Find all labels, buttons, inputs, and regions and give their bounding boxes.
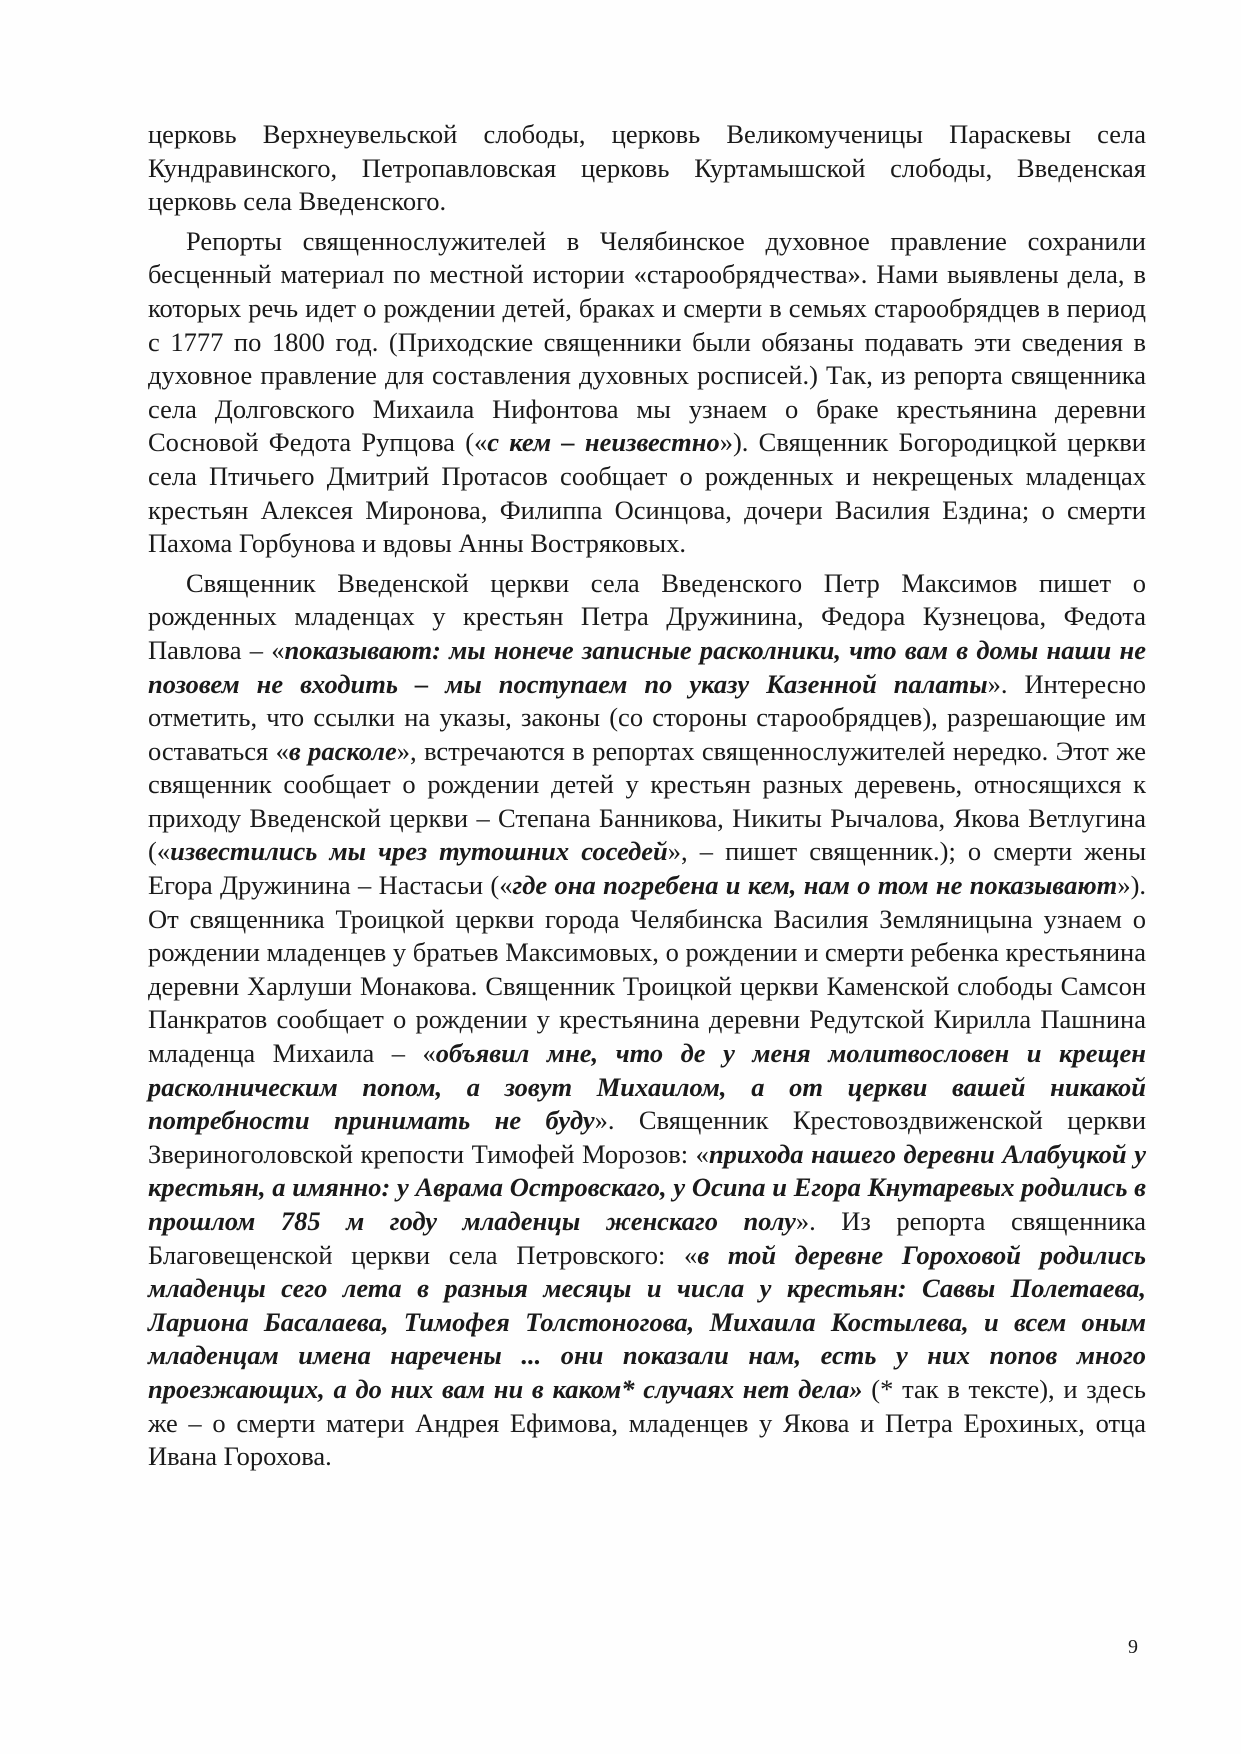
text-run: », встречаются в репортах священнослужителей нередко. Этот же священник сообщает о рождении детей у крестьян разных деревень, относящихся к приходу Введенской церкви – Степана Банникова, Никиты Рычалова, Якова Ветлугина («: [148, 735, 1147, 867]
quote: объявил мне, что де у меня молитвословен и крещен расколническим попом, а зовут Михаилом, а от церкви вашей никакой потребности принимать не буду: [148, 1038, 1147, 1136]
body-text: [148, 118, 1146, 1474]
text-run: ». Священник Крестовоздвиженской церкви Звериноголовской крепости Тимофей Морозов: «: [148, 1105, 1146, 1169]
quote: показывают: мы нонече записные расколники, что вам в домы наши не позовем не входить – мы поступаем по указу Казенной палаты: [148, 634, 1146, 699]
quote: с кем – неизвестно: [487, 427, 720, 458]
quote: известились мы чрез тутошних соседей: [170, 836, 668, 867]
text-run: Репорты священнослужителей в Челябинское духовное правление сохранили бесценный материал по местной истории «старообрядчества». Нами выявлены дела, в которых речь идет о рождении детей, браках и смерти в семьях старообрядцев в период с 1777 по 1800 год. (Приходские священники были обязаны подавать эти сведения в духовное правление для составления духовных росписей.) Так, из репорта священника села Долговского Михаила Нифонтова мы узнаем о браке крестьянина деревни Сосновой Федота Рупцова («: [148, 225, 1146, 458]
paragraph-3: [148, 567, 1146, 1474]
quote: в той деревне Гороховой родились младенцы сего лета в разныя месяцы и числа у крестьян: Саввы Полетаева, Лариона Басалаева, Тимофея Толстоногова, Михаила Костылева, и всем оным младенцам имена наречены ... они показали нам, есть у них попов много проезжающих, а до них вам ни в каком* случаях нет дела»: [148, 1239, 1146, 1404]
quote: где она погребена и кем, нам о том не показывают: [512, 870, 1118, 901]
text-run: церковь Верхнеувельской слободы, церковь Великомученицы Параскевы села Кундравинского, Петропавловская церковь Куртамышской слободы, Введенская церковь села Введенского.: [148, 119, 1146, 217]
text-run: (* так в тексте), и здесь же – о смерти матери Андрея Ефимова, младенцев у Якова и Петра Ерохиных, отца Ивана Горохова.: [148, 1373, 1146, 1472]
quote: прихода нашего деревни Алабуцкой у крестьян, а имянно: у Аврама Островскаго, у Осипа и Егора Кнутаревых родились в прошлом 785 м году младенцы женскаго полу: [148, 1138, 1146, 1236]
page-number: 9: [1128, 1636, 1138, 1658]
text-run: ». Из репорта священника Благовещенской церкви села Петровского: «: [148, 1206, 1147, 1270]
text-run: »). Священник Богородицкой церкви села Птичьего Дмитрий Протасов сообщает о рожденных и некрещеных младенцах крестьян Алексея Миронова, Филиппа Осинцова, дочери Василия Ездина; о смерти Пахома Горбунова и вдовы Анны Востряковых.: [148, 427, 1146, 559]
paragraph-2: [148, 225, 1146, 561]
quote: в расколе: [288, 735, 397, 766]
text-run: »). От священника Троицкой церкви города Челябинска Василия Земляницына узнаем о рождении младенцев у братьев Максимовых, о рождении и смерти ребенка крестьянина деревни Харлуши Монакова. Священник Троицкой церкви Каменской слободы Самсон Панкратов сообщает о рождении у крестьянина деревни Редутской Кирилла Пашнина младенца Михаила – «: [148, 870, 1147, 1069]
text-run: ». Интересно отметить, что ссылки на указы, законы (со стороны старообрядцев), разрешающие им оставаться «: [148, 668, 1147, 766]
paragraph-1: [148, 118, 1146, 219]
text-run: », – пишет священник.); о смерти жены Егора Дружинина – Настасьи («: [148, 836, 1147, 901]
text-run: Священник Введенской церкви села Введенского Петр Максимов пишет о рожденных младенцах у крестьян Петра Дружинина, Федора Кузнецова, Федота Павлова – «: [148, 567, 1146, 665]
